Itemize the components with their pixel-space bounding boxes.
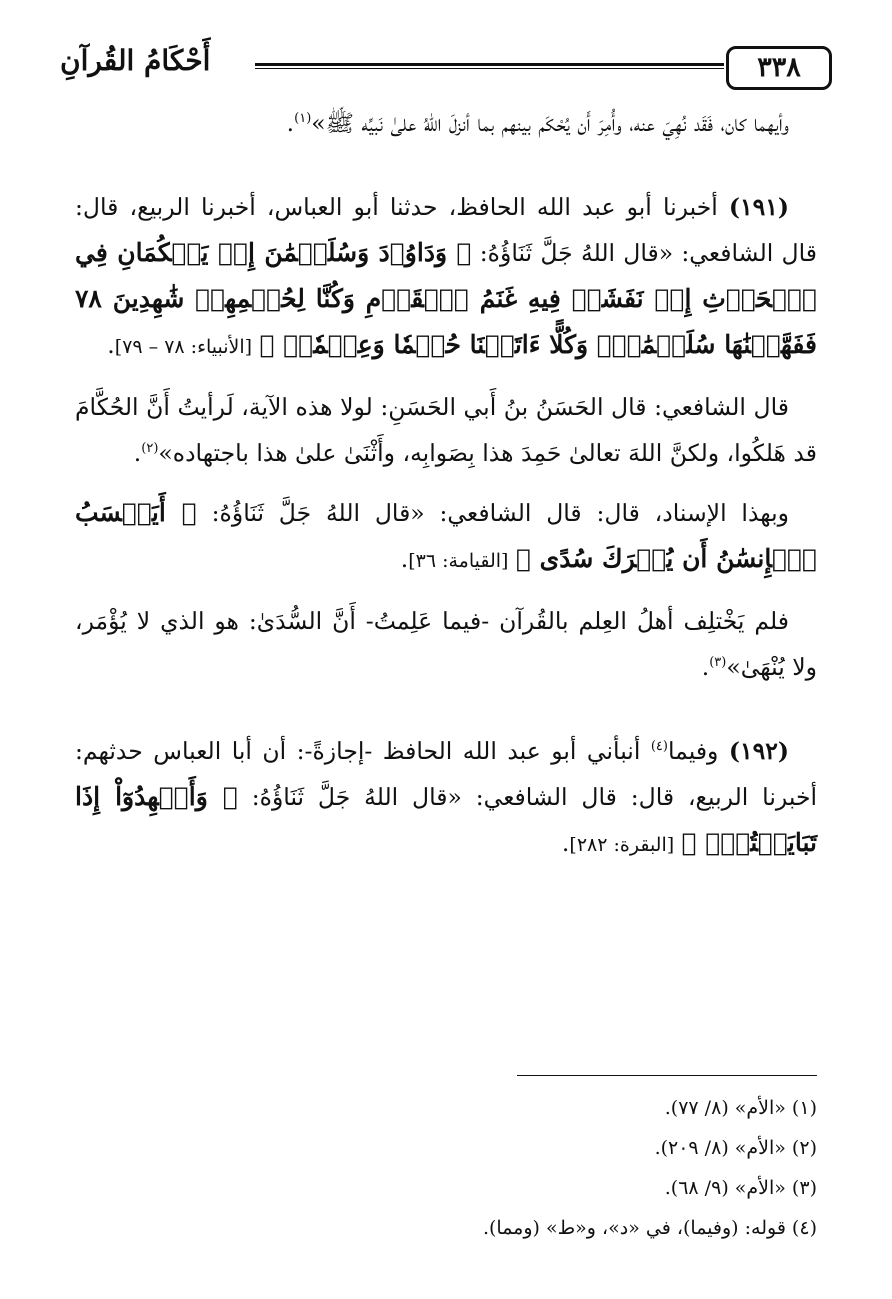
quran-verse: ﴿ وَدَاوُۥدَ وَسُلَيۡمَٰنَ إِذۡ يَحۡكُمَانِ فِي ٱلۡحَرۡثِ إِذۡ نَفَشَتۡ فِيهِ غَنَمُ ٱلۡقَوۡمِ وَكُنَّا لِحُكۡمِهِمۡ شَٰهِدِينَ ٧٨ فَفَهَّمۡنَٰهَا سُلَيۡمَٰنَۚ وَكُلًّا ءَاتَيۡنَا حُكۡمٗا وَعِلۡمٗاۚ ﴾ [75,238,817,359]
footnote-separator [517,1075,817,1076]
paragraph-suda: فلم يَخْتلِف أهلُ العِلم بالقُرآن -فيما عَلِمتُ- أَنَّ السُّدَىٰ: هو الذي لا يُؤْمَر، ولا يُنْهَىٰ»$^{(٣)}$. [75,607,817,681]
footnotes [75,1088,817,1248]
section-191: (١٩١) أخبرنا أبو عبد الله الحافظ، حدثنا أبو العباس، أخبرنا الربيع، قال: قال الشافعي: «قال اللهُ جَلَّ ثَنَاؤُهُ: ﴿ وَدَاوُۥدَ وَسُلَيۡمَٰنَ إِذۡ يَحۡكُمَانِ فِي ٱلۡحَرۡثِ إِذۡ نَفَشَتۡ فِيهِ غَنَمُ ٱلۡقَوۡمِ وَكُنَّا لِحُكۡمِهِمۡ شَٰهِدِينَ ٧٨ فَفَهَّمۡنَٰهَا سُلَيۡمَٰنَۚ وَكُلًّا ءَاتَيۡنَا حُكۡمٗا وَعِلۡمٗاۚ ﴾ [الأنبياء: ٧٨ – ٧٩]. [75,193,817,359]
footnote-ref[interactable]: (٤) [650,739,668,755]
paragraph-hasan: قال الشافعي: قال الحَسَنُ بنُ أَبي الحَسَنِ: لولا هذه الآية، لَرأيتُ أَنَّ الحُكَّامَ قد هَلكُوا، ولكنَّ اللهَ تعالىٰ حَمِدَ هذا بِصَوابِه، وأَثْنَىٰ علىٰ هذا باجتهاده»$^{(٢)}$. [75,393,817,467]
footnote-ref[interactable]: (٣) [709,655,727,671]
paragraph-isnad: وبهذا الإسناد، قال: قال الشافعي: «قال اللهُ جَلَّ ثَنَاؤُهُ: ﴿ أَيَحۡسَبُ ٱلۡإِنسَٰنُ أَن يُتۡرَكَ سُدًى ﴾ [القيامة: ٣٦]. [75,498,817,573]
hadith-number: (١٩١) [728,193,789,221]
footnote-ref[interactable]: (١) [294,111,312,127]
verse-reference: [الأنبياء: ٧٨ – ٧٩] [114,336,253,358]
footnote-3: (٣) «الأم» (٩/ ٦٨). [664,1177,817,1199]
paragraph-continuation: وأيهما كان، فَقَد نُهِيَ عنه، وأُمِرَ أَن يُحْكَم بينهم بما أنزلَ اللهُ علىٰ نَبيِّه ﷺ»$^{(١)}$. [286,109,789,137]
section-192: (١٩٢) وفيما$^{(٤)}$ أنبأني أبو عبد الله الحافظ -إجازةً-: أن أبا العباس حدثهم: أخبرنا الربيع، قال: قال الشافعي: «قال اللهُ جَلَّ ثَنَاؤُهُ: ﴿ وَأَشۡهِدُوٓاْ إِذَا تَبَايَعۡتُمۡۚ ﴾ [البقرة: ٢٨٢]. [75,737,817,857]
footnote-1: (١) «الأم» (٨/ ٧٧). [664,1097,817,1119]
hadith-number: (١٩٢) [728,737,789,765]
footnote-ref[interactable]: (٢) [141,441,159,457]
footnote-4: (٤) قوله: (وفيما)، في «د»، و«ط» (ومما). [482,1217,817,1239]
header-rule [255,63,724,69]
footnote-2: (٢) «الأم» (٨/ ٢٠٩). [654,1137,817,1159]
main-text [75,100,817,882]
quran-verse: ﴿ أَيَحۡسَبُ ٱلۡإِنسَٰنُ أَن يُتۡرَكَ سُدًى ﴾ [75,498,817,573]
verse-reference: [القيامة: ٣٦] [408,550,509,572]
page-number: ٣٣٨ [726,46,832,90]
page-header [60,44,832,94]
book-title: أَحْكَامُ القُرآنِ [60,44,211,77]
verse-reference: [البقرة: ٢٨٢] [569,834,675,856]
quran-verse: ﴿ وَأَشۡهِدُوٓاْ إِذَا تَبَايَعۡتُمۡۚ ﴾ [75,782,817,857]
